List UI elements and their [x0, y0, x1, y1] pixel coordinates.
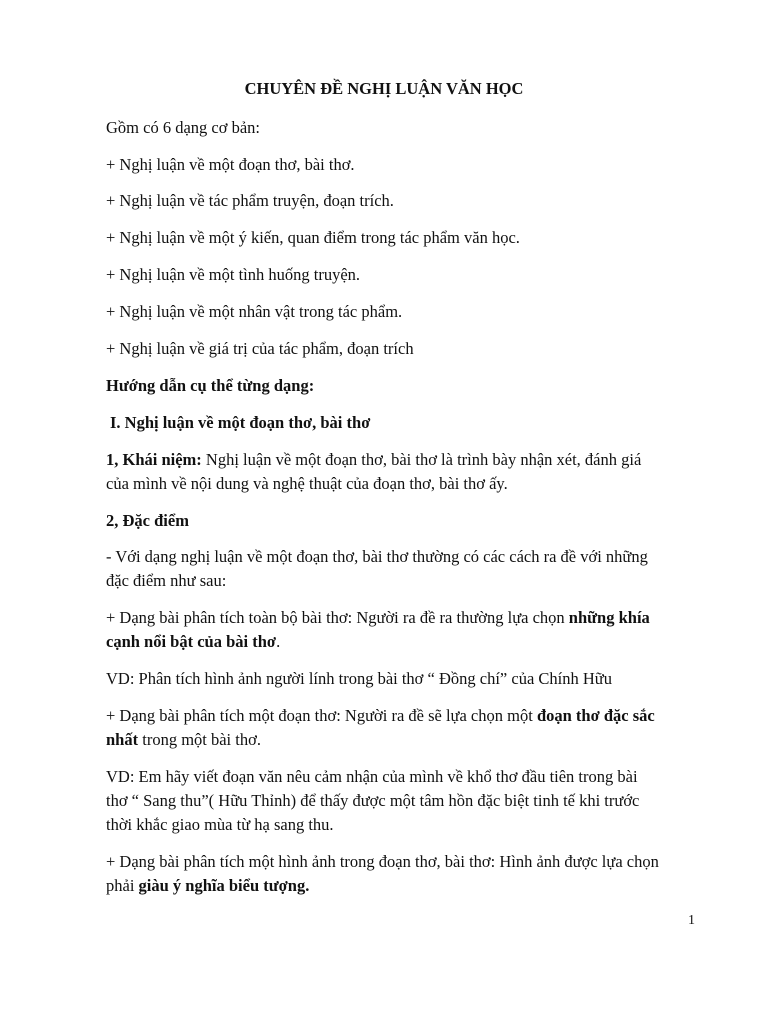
type-item-4: + Nghị luận về một tình huống truyện.	[106, 265, 361, 284]
definition-label: 1, Khái niệm:	[106, 450, 202, 469]
whole-poem-line-2: cạnh nổi bật của bài thơ.	[106, 632, 281, 651]
type-item-5: + Nghị luận về một nhân vật trong tác phẩm.	[106, 302, 403, 321]
example-2-line-2: thơ “ Sang thu”( Hữu Thỉnh) để thấy được một tâm hồn đặc biệt tinh tế khi trước	[106, 791, 640, 810]
definition-line-2: của mình về nội dung và nghệ thuật của đoạn thơ, bài thơ ấy.	[106, 474, 508, 493]
example-2-line-3: thời khắc giao mùa từ hạ sang thu.	[106, 815, 334, 834]
whole-poem-line-1: + Dạng bài phân tích toàn bộ bài thơ: Người ra đề ra thường lựa chọn những khía	[106, 608, 650, 627]
features-intro-line-1: - Với dạng nghị luận về một đoạn thơ, bài thơ thường có các cách ra đề với những	[106, 547, 648, 566]
type-item-2: + Nghị luận về tác phẩm truyện, đoạn trích.	[106, 191, 394, 210]
type-item-6: + Nghị luận về giá trị của tác phẩm, đoạn trích	[106, 339, 414, 358]
features-heading: 2, Đặc điểm	[106, 511, 189, 530]
excerpt-line-2: nhất trong một bài thơ.	[106, 730, 261, 749]
image-line-2: phải giàu ý nghĩa biểu tượng.	[106, 876, 310, 895]
guide-heading: Hướng dẫn cụ thể từng dạng:	[106, 376, 315, 395]
section-heading: I. Nghị luận về một đoạn thơ, bài thơ	[110, 413, 371, 432]
document-title: CHUYÊN ĐỀ NGHỊ LUẬN VĂN HỌC	[244, 79, 524, 98]
features-intro-line-2: đặc điểm như sau:	[106, 571, 227, 590]
definition-line-1	[106, 450, 641, 470]
type-item-3: + Nghị luận về một ý kiến, quan điểm trong tác phẩm văn học.	[106, 228, 520, 247]
intro-text: Gồm có 6 dạng cơ bản:	[106, 118, 260, 137]
definition-text: Nghị luận về một đoạn thơ, bài thơ là trình bày nhận xét, đánh giá	[201, 450, 642, 469]
example-1: VD: Phân tích hình ảnh người lính trong bài thơ “ Đồng chí” của Chính Hữu	[106, 669, 612, 688]
excerpt-line-1: + Dạng bài phân tích một đoạn thơ: Người ra đề sẽ lựa chọn một đoạn thơ đặc sắc	[106, 706, 655, 725]
type-item-1: + Nghị luận về một đoạn thơ, bài thơ.	[106, 155, 355, 174]
page-number: 1	[688, 913, 695, 928]
image-line-1: + Dạng bài phân tích một hình ảnh trong đoạn thơ, bài thơ: Hình ảnh được lựa chọn	[106, 852, 659, 871]
example-2-line-1: VD: Em hãy viết đoạn văn nêu cảm nhận của mình về khổ thơ đầu tiên trong bài	[106, 767, 638, 786]
